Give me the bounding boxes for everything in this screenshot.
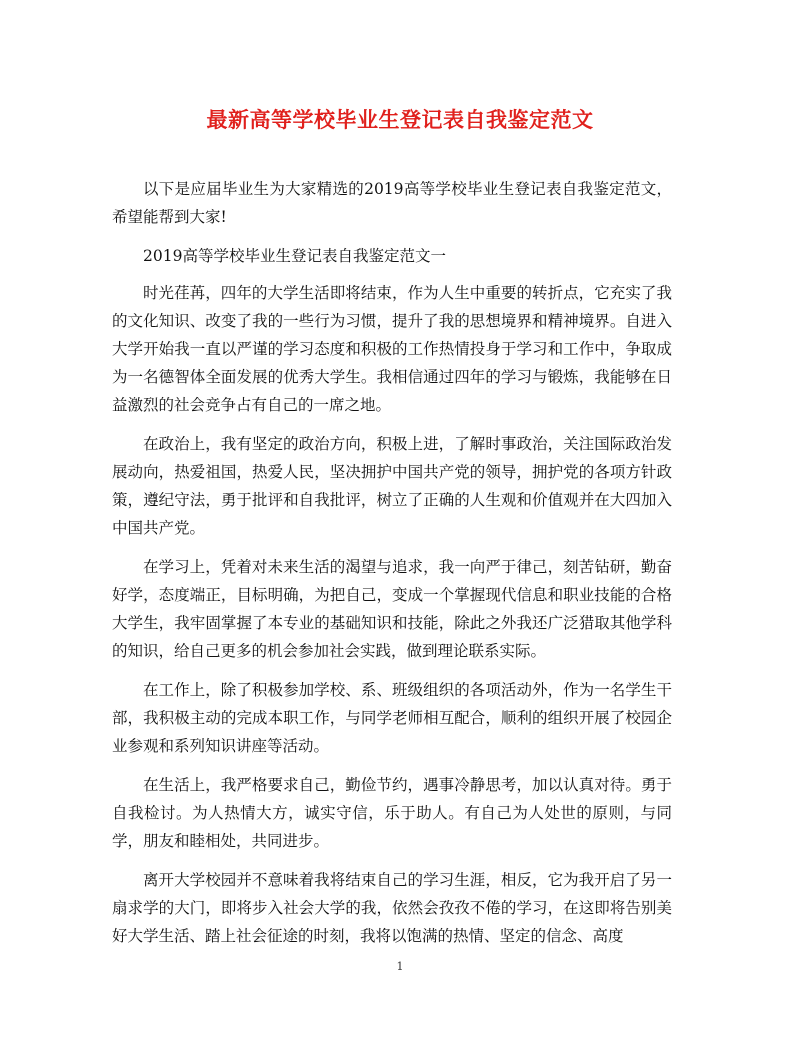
body-paragraph-work: 在工作上，除了积极参加学校、系、班级组织的各项活动外，作为一名学生干部，我积极主动的完成本职工作，与同学老师相互配合，顺利的组织开展了校园企业参观和系列知识讲座等活动。 [112, 681, 672, 755]
document-body [112, 175, 672, 961]
body-paragraph-closing: 离开大学校园并不意味着我将结束自己的学习生涯，相反，它为我开启了另一扇求学的大门，即将步入社会大学的我，依然会孜孜不倦的学习，在这即将告别美好大学生活、踏上社会征途的时刻，我将以饱满的热情、坚定的信念、高度 [112, 871, 672, 945]
body-paragraph: 时光荏苒，四年的大学生活即将结束，作为人生中重要的转折点，它充实了我的文化知识、改变了我的一些行为习惯，提升了我的思想境界和精神境界。自进入大学开始我一直以严谨的学习态度和积极的工作热情投身于学习和工作中，争取成为一名德智体全面发展的优秀大学生。我相信通过四年的学习与锻炼，我能够在日益激烈的社会竞争占有自己的一席之地。 [112, 284, 672, 414]
section-heading: 2019高等学校毕业生登记表自我鉴定范文一 [143, 247, 446, 265]
intro-paragraph: 以下是应届毕业生为大家精选的2019高等学校毕业生登记表自我鉴定范文，希望能帮到大家! [112, 180, 672, 226]
body-paragraph-politics: 在政治上，我有坚定的政治方向，积极上进，了解时事政治，关注国际政治发展动向，热爱祖国，热爱人民，坚决拥护中国共产党的领导，拥护党的各项方针政策，遵纪守法，勇于批评和自我批评，树立了正确的人生观和价值观并在大四加入中国共产党。 [112, 435, 672, 537]
body-paragraph-study: 在学习上，凭着对未来生活的渴望与追求，我一向严于律己，刻苦钻研，勤奋好学，态度端正，目标明确，为把自己，变成一个掌握现代信息和职业技能的合格大学生，我牢固掌握了本专业的基础知识和技能，除此之外我还广泛猎取其他学科的知识，给自己更多的机会参加社会实践，做到理论联系实际。 [112, 558, 672, 660]
page-number: 1 [396, 960, 404, 973]
document-title: 最新高等学校毕业生登记表自我鉴定范文 [206, 108, 594, 132]
body-paragraph-life: 在生活上，我严格要求自己，勤俭节约，遇事冷静思考，加以认真对待。勇于自我检讨。为人热情大方，诚实守信，乐于助人。有自己为人处世的原则，与同学，朋友和睦相处，共同进步。 [112, 776, 672, 850]
